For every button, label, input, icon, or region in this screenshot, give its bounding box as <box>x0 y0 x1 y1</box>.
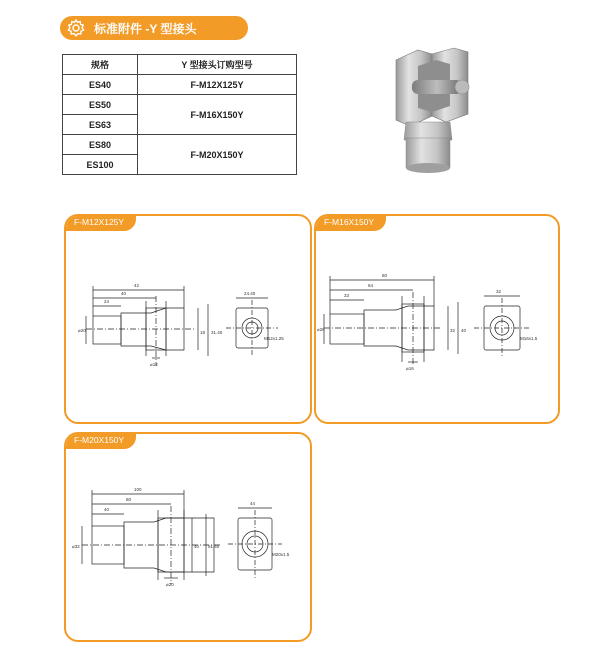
section-header <box>60 16 248 40</box>
section-title: 标准附件 -Y 型接头 <box>94 21 197 36</box>
column-header-model: Y 型接头订购型号 <box>138 55 297 75</box>
spec-cell: ES63 <box>63 115 138 135</box>
drawing-card-title: F-M20X150Y <box>64 432 136 449</box>
dim-overall: 42 <box>134 283 140 288</box>
spec-table <box>62 54 297 175</box>
spec-cell: ES50 <box>63 95 138 115</box>
spec-cell: ES100 <box>63 155 138 175</box>
dim-thread: M16x1.5 <box>520 336 538 341</box>
gear-icon <box>66 18 86 38</box>
dim-h1: 40 <box>194 544 200 549</box>
technical-drawing <box>316 216 558 422</box>
table-header-row <box>63 55 297 75</box>
dim-mid: 80 <box>126 497 132 502</box>
dim-short: 33 <box>344 293 350 298</box>
dim-pin: ⌀12 <box>150 362 158 367</box>
dim-diameter: ⌀26 <box>317 327 325 332</box>
spec-cell: ES40 <box>63 75 138 95</box>
dim-short: 40 <box>104 507 110 512</box>
drawing-card <box>314 214 560 424</box>
dim-short: 24 <box>104 299 110 304</box>
dim-h2: 51.40 <box>208 544 220 549</box>
table-row <box>63 95 297 115</box>
dim-mid: 40 <box>121 291 127 296</box>
drawing-card <box>64 214 312 424</box>
table-row <box>63 135 297 155</box>
clevis-product-image <box>388 46 478 176</box>
technical-drawing <box>66 434 310 640</box>
dim-pin: ⌀16 <box>406 366 414 371</box>
dim-pin: ⌀20 <box>166 582 174 587</box>
dim-thread: M20x1.5 <box>272 552 290 557</box>
drawing-card-title: F-M12X125Y <box>64 214 136 231</box>
dim-h1: 32 <box>450 328 456 333</box>
dim-width: 32 <box>496 289 502 294</box>
dim-h2: 40 <box>461 328 467 333</box>
dim-diameter: ⌀20 <box>78 328 86 333</box>
dim-overall: 80 <box>382 273 388 278</box>
drawing-card-title: F-M16X150Y <box>314 214 386 231</box>
dim-h1: 18 <box>200 330 206 335</box>
dim-h2: 31.40 <box>211 330 223 335</box>
technical-drawing <box>66 216 310 422</box>
dim-mid: 64 <box>368 283 374 288</box>
dim-width: 24.40 <box>244 291 256 296</box>
model-cell: F-M16X150Y <box>138 95 297 135</box>
dim-diameter: ⌀32 <box>72 544 80 549</box>
dim-thread: M12x1.25 <box>264 336 284 341</box>
model-cell: F-M20X150Y <box>138 135 297 175</box>
drawing-card <box>64 432 312 642</box>
model-cell: F-M12X125Y <box>138 75 297 95</box>
table-row <box>63 75 297 95</box>
dim-overall: 100 <box>134 487 142 492</box>
spec-cell: ES80 <box>63 135 138 155</box>
dim-width: 44 <box>250 501 256 506</box>
column-header-spec: 规格 <box>63 55 138 75</box>
